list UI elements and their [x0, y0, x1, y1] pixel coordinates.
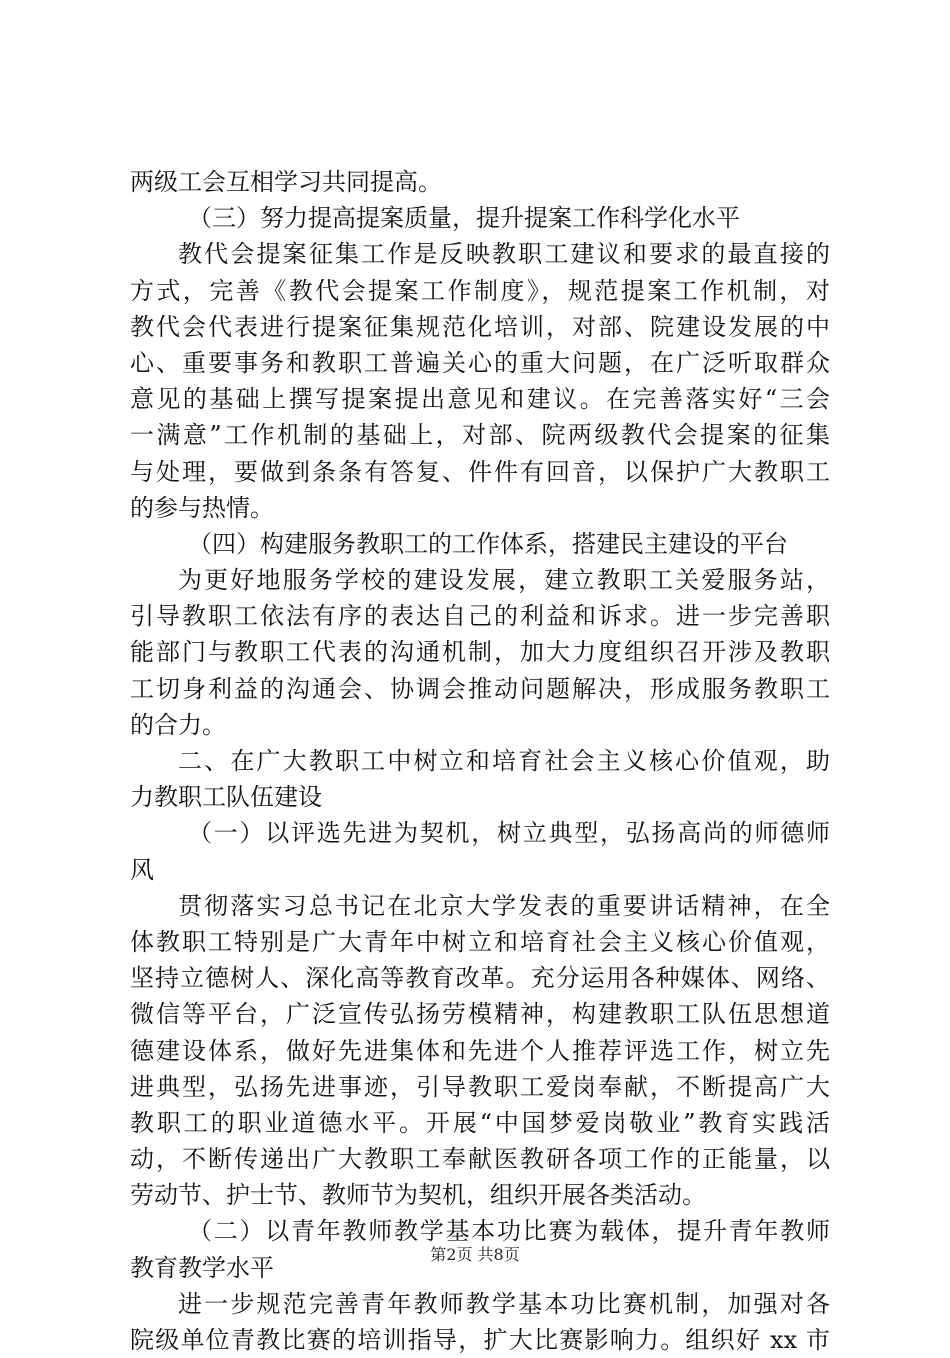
document-line: （三）努力提高提案质量，提升提案工作科学化水平 — [188, 204, 740, 233]
document-line: 为更好地服务学校的建设发展，建立教职工关爱服务站， — [178, 566, 830, 595]
document-line: 院级单位青教比赛的培训指导，扩大比赛影响力。组织好 xx 市 — [130, 1326, 830, 1354]
document-line: 意见的基础上撰写提案提出意见和建议。在完善落实好“三会 — [130, 385, 830, 414]
document-line: 劳动节、护士节、教师节为契机，组织开展各类活动。 — [130, 1181, 706, 1210]
document-line: 教职工的职业道德水平。开展“中国梦爱岗敬业”教育实践活 — [130, 1108, 830, 1137]
page-number-footer: 第2页 共8页 — [430, 1245, 520, 1264]
document-line: 风 — [130, 855, 154, 884]
document-line: 与处理，要做到条条有答复、件件有回音，以保护广大教职工 — [130, 457, 830, 486]
document-line: 教代会提案征集工作是反映教职工建议和要求的最直接的 — [178, 240, 830, 269]
document-line: 的合力。 — [130, 710, 226, 739]
document-line: 能部门与教职工代表的沟通机制，加大力度组织召开涉及教职 — [130, 638, 830, 667]
document-line: 动，不断传递出广大教职工奉献医教研各项工作的正能量，以 — [130, 1145, 830, 1174]
document-line: 工切身利益的沟通会、协调会推动问题解决，形成服务教职工 — [130, 674, 830, 703]
document-line: （四）构建服务教职工的工作体系，搭建民主建设的平台 — [188, 529, 788, 558]
document-line: （二）以青年教师教学基本功比赛为载体，提升青年教师 — [188, 1217, 830, 1246]
document-line: 两级工会互相学习共同提高。 — [130, 168, 442, 196]
document-line: 力教职工队伍建设 — [130, 783, 322, 812]
document-line: 坚持立德树人、深化高等教育改革。充分运用各种媒体、网络、 — [130, 964, 830, 993]
document-line: 方式，完善《教代会提案工作制度》，规范提案工作机制，对 — [130, 276, 830, 305]
document-body — [130, 164, 830, 1358]
document-line: 进一步规范完善青年教师教学基本功比赛机制，加强对各 — [178, 1289, 830, 1318]
document-line: 的参与热情。 — [130, 493, 274, 522]
document-line: 心、重要事务和教职工普遍关心的重大问题，在广泛听取群众 — [130, 348, 830, 377]
document-line: （一）以评选先进为契机，树立典型，弘扬高尚的师德师 — [188, 819, 830, 848]
document-line: 教育教学水平 — [130, 1253, 274, 1282]
document-line: 贯彻落实习总书记在北京大学发表的重要讲话精神，在全 — [178, 891, 830, 920]
document-line: 引导教职工依法有序的表达自己的利益和诉求。进一步完善职 — [130, 602, 830, 631]
document-line: 二、在广大教职工中树立和培育社会主义核心价值观，助 — [178, 747, 830, 775]
document-line: 进典型，弘扬先进事迹，引导教职工爱岗奉献，不断提高广大 — [130, 1072, 830, 1101]
document-line: 德建设体系，做好先进集体和先进个人推荐评选工作，树立先 — [130, 1036, 830, 1065]
document-line: 教代会代表进行提案征集规范化培训，对部、院建设发展的中 — [130, 312, 830, 341]
document-line: 一满意”工作机制的基础上，对部、院两级教代会提案的征集 — [130, 421, 830, 450]
document-line: 微信等平台，广泛宣传弘扬劳模精神，构建教职工队伍思想道 — [130, 1000, 830, 1029]
document-line: 体教职工特别是广大青年中树立和培育社会主义核心价值观， — [130, 927, 830, 956]
